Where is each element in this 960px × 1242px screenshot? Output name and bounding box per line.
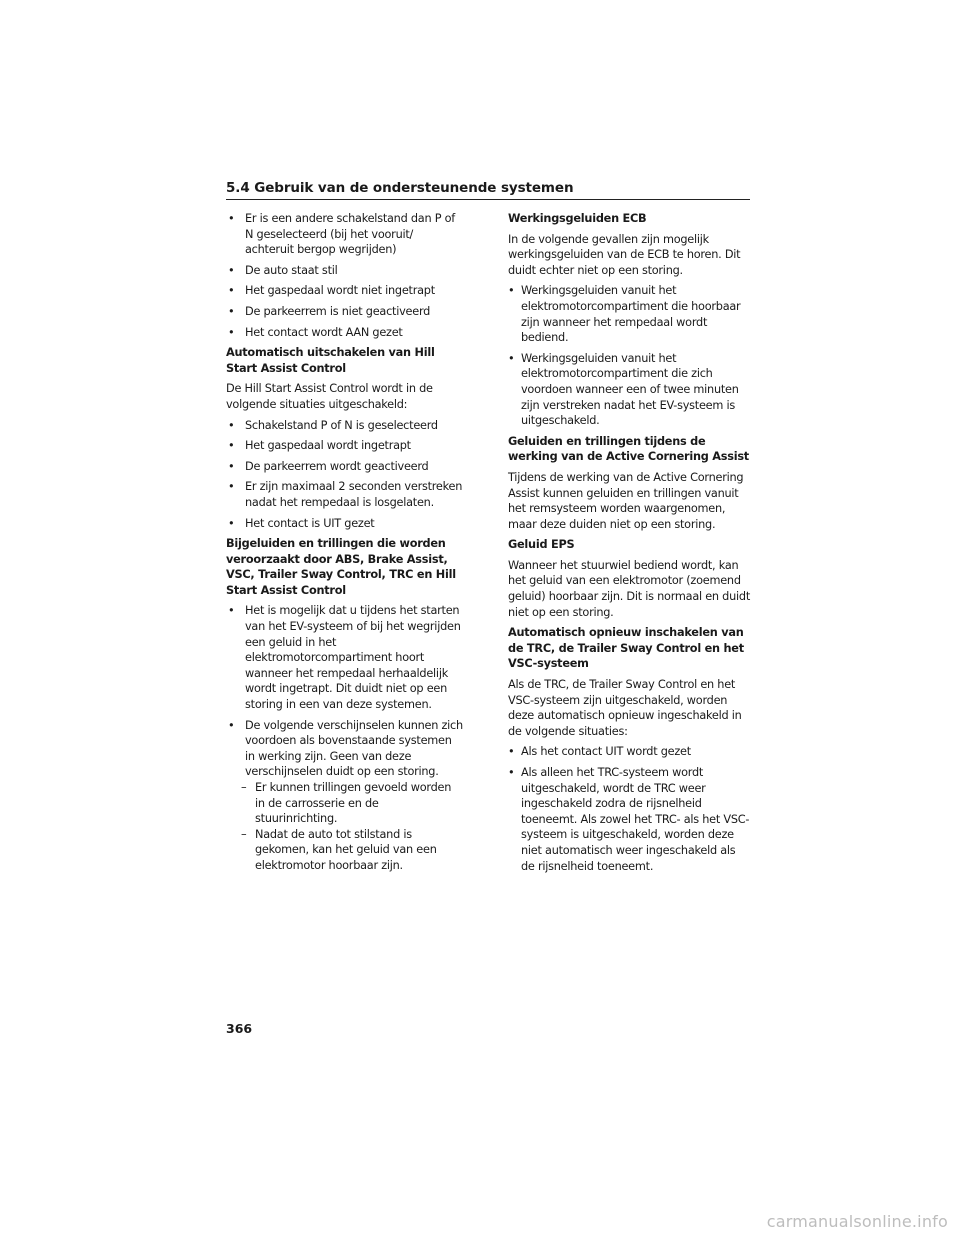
- paragraph-eps: Wanneer het stuurwiel bediend wordt, kan het geluid van een elektromotor (zoemend geluid) hoorbaar zijn. Dit is normaal en duidt niet op een storing.: [508, 558, 750, 619]
- list-item-text: • De volgende verschijnselen kunnen zich voordoen als bovenstaande systemen in werking zijn. Geen van deze verschijnselen duidt op een storing.: [245, 718, 463, 779]
- list-item: • Het contact wordt AAN gezet: [226, 325, 464, 341]
- heading-acs: Geluiden en trillingen tijdens de werking van de Active Cornering Assist: [508, 434, 749, 464]
- list-item: • Er is een andere schakelstand dan P of N geselecteerd (bij het vooruit/ achteruit bergop wegrijden): [226, 211, 464, 258]
- paragraph-ecb: In de volgende gevallen zijn mogelijk werkingsgeluiden van de ECB te horen. Dit duidt echter niet op een storing.: [508, 232, 741, 277]
- page-number: 366: [226, 1021, 253, 1036]
- list-item: • De auto staat stil: [226, 263, 464, 279]
- heading-ecb: Werkingsgeluiden ECB: [508, 212, 647, 225]
- list-item: • De parkeerrem is niet geactiveerd: [226, 304, 464, 320]
- heading-reactivate: Automatisch opnieuw inschakelen van de TRC, de Trailer Sway Control en het VSC-systeem: [508, 626, 744, 671]
- paragraph-reactivate: Als de TRC, de Trailer Sway Control en het VSC-systeem zijn uitgeschakeld, worden deze automatisch opnieuw ingeschakeld in de volgende situaties:: [508, 678, 742, 738]
- list-item: • Het contact is UIT gezet: [226, 516, 464, 532]
- paragraph-auto-off: De Hill Start Assist Control wordt in de volgende situaties uitgeschakeld:: [226, 382, 433, 411]
- sub-list-item: – Nadat de auto tot stilstand is gekomen, kan het geluid van een elektromotor hoorbaar zijn.: [226, 827, 464, 874]
- list-item: • Werkingsgeluiden vanuit het elektromotorcompartiment die zich voordoen wanneer een of twee minuten zijn verstreken nadat het EV-systeem is uitgeschakeld.: [508, 351, 750, 429]
- list-item: • Werkingsgeluiden vanuit het elektromotorcompartiment die hoorbaar zijn wanneer het rempedaal wordt bediend.: [508, 283, 750, 345]
- section-title: 5.4 Gebruik van de ondersteunende systemen: [226, 180, 574, 196]
- list-item: • Als het contact UIT wordt gezet: [508, 744, 750, 760]
- paragraph-acs: Tijdens de werking van de Active Cornering Assist kunnen geluiden en trillingen vanuit het remsysteem worden waargenomen, maar deze duiden niet op een storing.: [508, 470, 744, 531]
- list-item: • Het gaspedaal wordt ingetrapt: [226, 438, 464, 454]
- sub-list-item: – Er kunnen trillingen gevoeld worden in de carrosserie en de stuurinrichting.: [226, 780, 464, 827]
- list-item: • Schakelstand P of N is geselecteerd: [226, 418, 464, 434]
- list-item: • Er zijn maximaal 2 seconden verstreken nadat het rempedaal is losgelaten.: [226, 479, 464, 510]
- heading-noises: Bijgeluiden en trillingen die worden veroorzaakt door ABS, Brake Assist, VSC, Trailer Sway Control, TRC en Hill Start Assist Control: [226, 537, 456, 597]
- left-column: [226, 211, 464, 874]
- list-item: • De parkeerrem wordt geactiveerd: [226, 459, 464, 475]
- list-item: • Het gaspedaal wordt niet ingetrapt: [226, 283, 464, 299]
- section-header: [226, 177, 750, 200]
- list-item: • Het is mogelijk dat u tijdens het starten van het EV-systeem of bij het wegrijden een geluid in het elektromotorcompartiment hoort wanneer het rempedaal herhaaldelijk wordt ingetrapt. Dit duidt niet op een storing in een van deze systemen.: [226, 603, 464, 712]
- heading-eps: Geluid EPS: [508, 538, 575, 552]
- list-item: • Als alleen het TRC-systeem wordt uitgeschakeld, wordt de TRC weer ingeschakeld zodra de rijsnelheid toeneemt. Als zowel het TRC- als het VSC-systeem is uitgeschakeld, worden deze niet automatisch weer ingeschakeld als de rijsnelheid toeneemt.: [508, 765, 750, 874]
- watermark: carmanualsonline.info: [766, 1212, 948, 1231]
- list-item: [226, 718, 464, 780]
- heading-auto-off: Automatisch uitschakelen van Hill Start Assist Control: [226, 346, 435, 375]
- right-column: [508, 211, 750, 879]
